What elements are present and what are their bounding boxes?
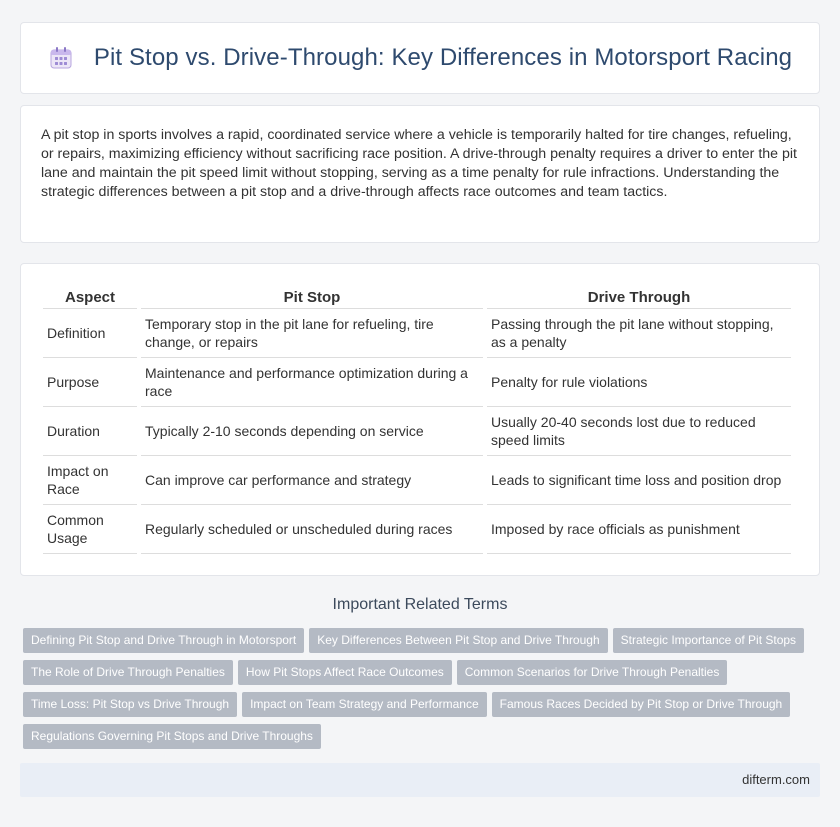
cell-drive-through: Passing through the pit lane without stopping, as a penalty xyxy=(487,309,791,358)
cell-pit-stop: Maintenance and performance optimization during a race xyxy=(141,358,483,407)
cell-drive-through: Usually 20-40 seconds lost due to reduced speed limits xyxy=(487,407,791,456)
comparison-table xyxy=(39,282,795,554)
related-term-tag[interactable]: Defining Pit Stop and Drive Through in Motorsport xyxy=(23,628,304,653)
cell-drive-through: Imposed by race officials as punishment xyxy=(487,505,791,554)
related-term-tag[interactable]: Famous Races Decided by Pit Stop or Drive Through xyxy=(492,692,791,717)
table-row xyxy=(43,309,791,358)
table-row xyxy=(43,407,791,456)
comparison-card xyxy=(20,263,820,576)
footer xyxy=(20,763,820,797)
intro-paragraph: A pit stop in sports involves a rapid, coordinated service where a vehicle is temporarily halted for tire changes, refueling, or repairs, maximizing efficiency without sacrificing race position. A drive-through penalty requires a driver to enter the pit lane and maintain the pit speed limit without stopping, serving as a time penalty for rule infractions. Understanding the strategic differences between a pit stop and a drive-through affects race outcomes and team tactics. xyxy=(41,127,797,200)
cell-pit-stop: Can improve car performance and strategy xyxy=(141,456,483,505)
cell-pit-stop: Regularly scheduled or unscheduled during races xyxy=(141,505,483,554)
table-row xyxy=(43,505,791,554)
cell-drive-through: Leads to significant time loss and position drop xyxy=(487,456,791,505)
cell-drive-through: Penalty for rule violations xyxy=(487,358,791,407)
related-term-tag[interactable]: How Pit Stops Affect Race Outcomes xyxy=(238,660,452,685)
cell-aspect: Impact on Race xyxy=(43,456,137,505)
page-title: Pit Stop vs. Drive-Through: Key Differences in Motorsport Racing xyxy=(93,44,793,71)
related-terms-list xyxy=(23,628,823,756)
table-row xyxy=(43,456,791,505)
cell-aspect: Definition xyxy=(43,309,137,358)
header-drive-through: Drive Through xyxy=(487,282,791,309)
header-card xyxy=(20,22,820,94)
related-term-tag[interactable]: Common Scenarios for Drive Through Penalties xyxy=(457,660,728,685)
header-pit-stop: Pit Stop xyxy=(141,282,483,309)
intro-card xyxy=(20,105,820,243)
related-term-tag[interactable]: Time Loss: Pit Stop vs Drive Through xyxy=(23,692,237,717)
related-term-tag[interactable]: The Role of Drive Through Penalties xyxy=(23,660,233,685)
table-header-row xyxy=(43,282,791,309)
cell-aspect: Duration xyxy=(43,407,137,456)
cell-pit-stop: Typically 2-10 seconds depending on service xyxy=(141,407,483,456)
related-term-tag[interactable]: Regulations Governing Pit Stops and Drive Throughs xyxy=(23,724,321,749)
related-term-tag[interactable]: Impact on Team Strategy and Performance xyxy=(242,692,487,717)
related-terms-title: Important Related Terms xyxy=(332,596,508,613)
cell-aspect: Common Usage xyxy=(43,505,137,554)
cell-pit-stop: Temporary stop in the pit lane for refueling, tire change, or repairs xyxy=(141,309,483,358)
footer-site-link[interactable]: difterm.com xyxy=(742,772,810,787)
calendar-icon xyxy=(48,45,74,71)
related-term-tag[interactable]: Strategic Importance of Pit Stops xyxy=(613,628,804,653)
table-row xyxy=(43,358,791,407)
related-term-tag[interactable]: Key Differences Between Pit Stop and Drive Through xyxy=(309,628,607,653)
cell-aspect: Purpose xyxy=(43,358,137,407)
header-aspect: Aspect xyxy=(43,282,137,309)
